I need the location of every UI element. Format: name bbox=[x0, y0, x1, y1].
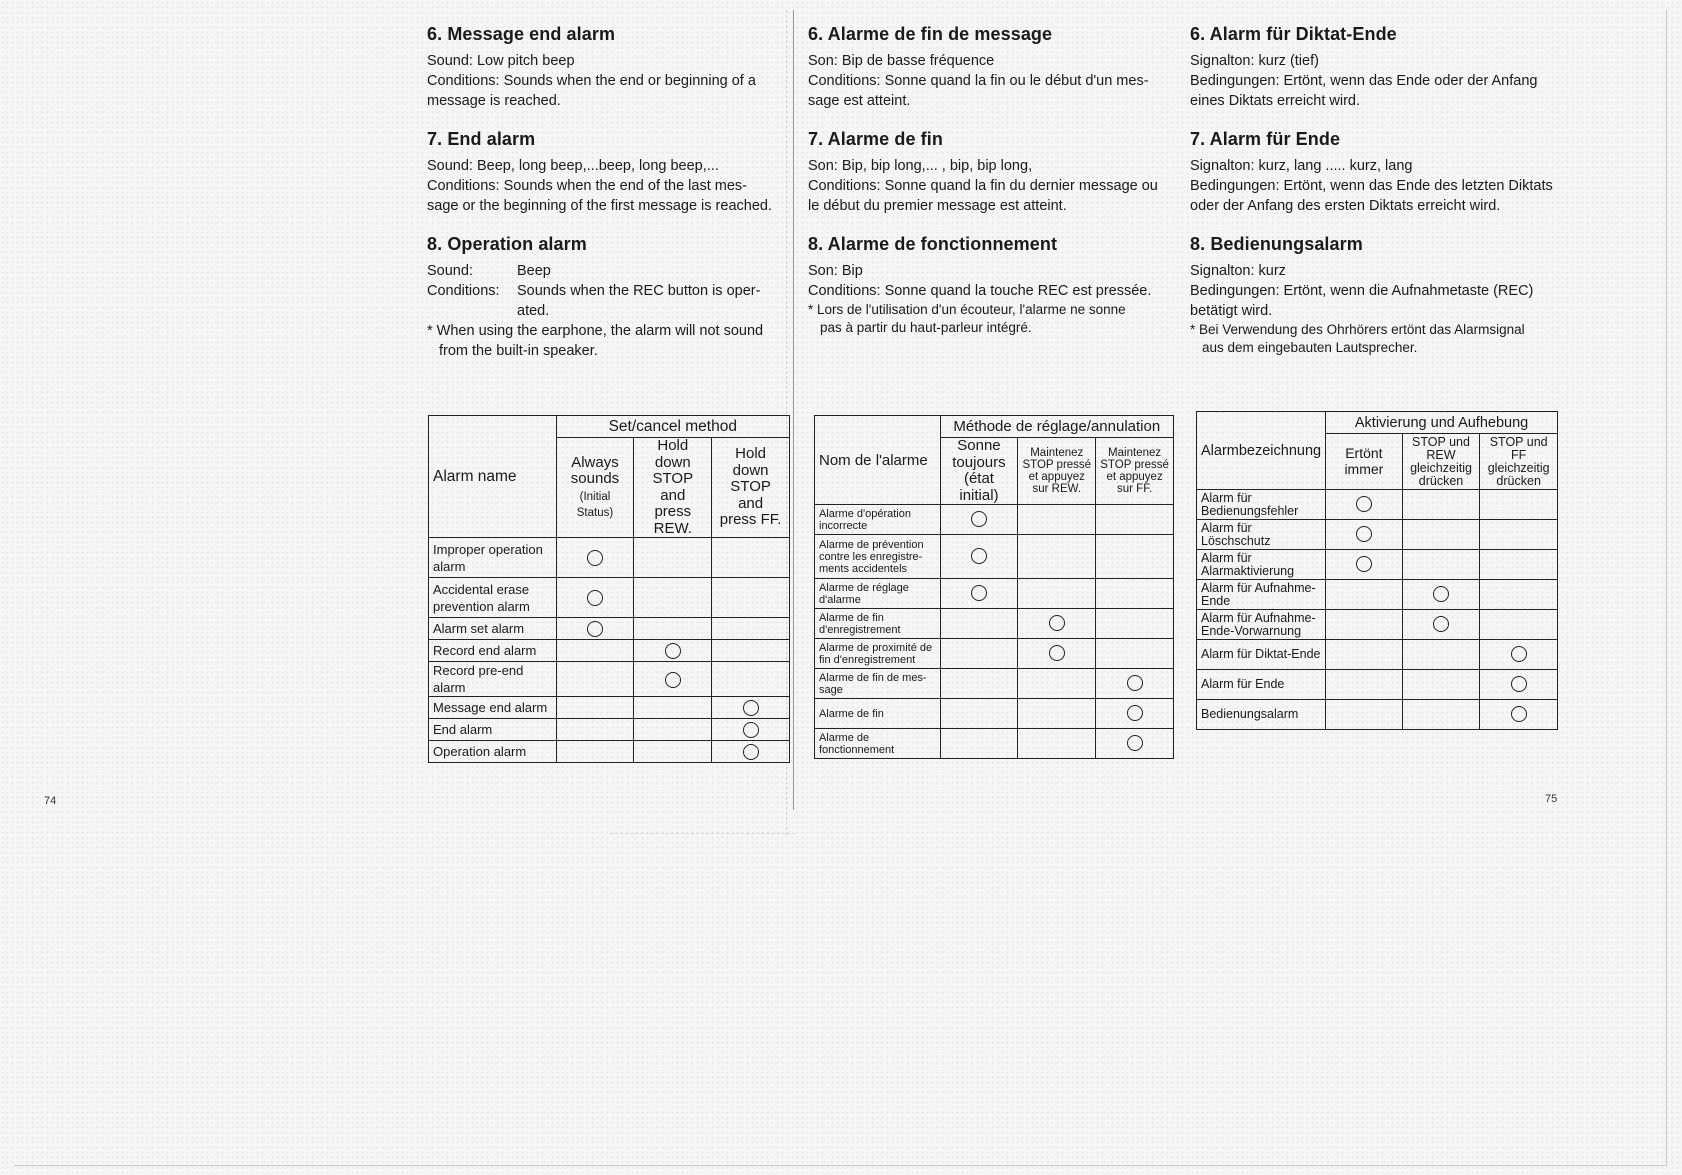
col-header-rew: Maintenez STOP pressé et appuyez sur REW. bbox=[1018, 438, 1096, 505]
table-row bbox=[1197, 550, 1558, 580]
col-header-nom: Nom de l'alarme bbox=[815, 416, 941, 505]
method-cell bbox=[1096, 579, 1174, 609]
section-title: 8. Alarme de fonctionnement bbox=[808, 234, 1058, 254]
col-header-group: Méthode de réglage/annulation bbox=[940, 416, 1173, 438]
alarm-name-cell: Alarm für Löschschutz bbox=[1197, 520, 1326, 550]
col-header-ertoent: Ertönt immer bbox=[1326, 434, 1403, 490]
section-title: 8. Operation alarm bbox=[427, 234, 587, 254]
circle-mark-icon bbox=[971, 511, 987, 527]
method-cell bbox=[1096, 609, 1174, 639]
alarm-name-cell: Alarm für Aufnahme-Ende-Vorwarnung bbox=[1197, 610, 1326, 640]
table-row bbox=[429, 578, 790, 618]
alarm-name-cell: Message end alarm bbox=[429, 697, 557, 719]
alarm-name-cell: Alarm set alarm bbox=[429, 618, 557, 640]
method-cell bbox=[1018, 699, 1096, 729]
circle-mark-icon bbox=[1511, 676, 1527, 692]
col-header-always: Always sounds (Initial Status) bbox=[556, 438, 634, 538]
method-cell bbox=[634, 697, 712, 719]
method-cell bbox=[940, 579, 1018, 609]
note-line: * When using the earphone, the alarm will not sound bbox=[427, 323, 764, 339]
text-line: message is reached. bbox=[427, 93, 561, 109]
method-cell bbox=[1402, 640, 1480, 670]
text-line: Sound: Beep, long beep,...beep, long beep,... bbox=[427, 158, 719, 174]
text-line: sage or the beginning of the first message is reached. bbox=[427, 198, 772, 214]
method-cell bbox=[712, 578, 790, 618]
text-line: sage est atteint. bbox=[808, 93, 911, 109]
col-header-ff: STOP und FF gleichzeitig drücken bbox=[1480, 434, 1558, 490]
table-row bbox=[429, 697, 790, 719]
method-cell bbox=[1096, 729, 1174, 759]
section-title: 7. Alarme de fin bbox=[808, 129, 943, 149]
method-cell bbox=[940, 505, 1018, 535]
circle-mark-icon bbox=[1356, 526, 1372, 542]
table-row bbox=[815, 699, 1174, 729]
text-line: Signalton: kurz (tief) bbox=[1190, 53, 1319, 69]
alarm-name-cell: Record end alarm bbox=[429, 640, 557, 662]
method-cell bbox=[712, 719, 790, 741]
table-row bbox=[1197, 610, 1558, 640]
col-header-ff: Hold down STOP and press FF. bbox=[712, 438, 790, 538]
ohrhoerer-note bbox=[1190, 321, 1560, 357]
table-row bbox=[815, 579, 1174, 609]
conditions-label: Conditions: bbox=[427, 283, 500, 299]
alarm-name-cell: Alarme de fonctionnement bbox=[815, 729, 941, 759]
alarm-name-cell: Alarme de proximité de fin d'enregistrement bbox=[815, 639, 941, 669]
col-header-rew: Hold down STOP and press REW. bbox=[634, 438, 712, 538]
section-message-end-alarm bbox=[427, 24, 793, 111]
section-end-alarm bbox=[427, 129, 793, 216]
earphone-note bbox=[427, 321, 793, 361]
conditions-value bbox=[517, 281, 760, 321]
circle-mark-icon bbox=[1356, 556, 1372, 572]
alarm-name-cell: Improper operation alarm bbox=[429, 538, 557, 578]
text-line: Bedingungen: Ertönt, wenn das Ende des letzten Diktats bbox=[1190, 178, 1553, 194]
text-line: oder der Anfang des ersten Diktats erreicht wird. bbox=[1190, 198, 1501, 214]
circle-mark-icon bbox=[1049, 615, 1065, 631]
text-line: Bedingungen: Ertönt, wenn die Aufnahmetaste (REC) bbox=[1190, 283, 1534, 299]
alarm-name-cell: Alarm für Bedienungsfehler bbox=[1197, 490, 1326, 520]
section-operation-alarm bbox=[427, 234, 793, 361]
method-cell bbox=[1402, 670, 1480, 700]
method-cell bbox=[634, 719, 712, 741]
text-line: betätigt wird. bbox=[1190, 303, 1273, 319]
french-column bbox=[808, 24, 1176, 355]
method-cell bbox=[1326, 550, 1403, 580]
method-cell bbox=[940, 535, 1018, 579]
method-cell bbox=[1018, 669, 1096, 699]
note-line: * Lors de l'utilisation d'un écouteur, l'alarme ne sonne bbox=[808, 302, 1126, 317]
section-title: 8. Bedienungsalarm bbox=[1190, 234, 1363, 254]
method-cell bbox=[712, 741, 790, 763]
method-cell bbox=[1096, 699, 1174, 729]
text-line: Conditions: Sonne quand la fin ou le début d'un mes- bbox=[808, 73, 1149, 89]
method-cell bbox=[940, 669, 1018, 699]
sound-label: Sound: bbox=[427, 263, 473, 279]
method-cell bbox=[1402, 580, 1480, 610]
method-cell bbox=[1096, 535, 1174, 579]
circle-mark-icon bbox=[587, 590, 603, 606]
method-cell bbox=[634, 538, 712, 578]
alarm-name-cell: Alarme de prévention contre les enregistre-ments accidentels bbox=[815, 535, 941, 579]
circle-mark-icon bbox=[1511, 646, 1527, 662]
alarm-name-cell: Bedienungsalarm bbox=[1197, 700, 1326, 730]
method-cell bbox=[1326, 610, 1403, 640]
table-row bbox=[1197, 640, 1558, 670]
text-line: eines Diktats erreicht wird. bbox=[1190, 93, 1361, 109]
ecouteur-note bbox=[808, 301, 1176, 337]
page-number-left: 74 bbox=[44, 795, 57, 807]
table-row bbox=[815, 609, 1174, 639]
german-column bbox=[1190, 24, 1560, 375]
method-cell bbox=[1326, 490, 1403, 520]
col-header-alarm-name: Alarm name bbox=[429, 416, 557, 538]
table-row bbox=[429, 719, 790, 741]
col-header-rew: STOP und REW gleichzeitig drücken bbox=[1402, 434, 1480, 490]
table-row bbox=[1197, 520, 1558, 550]
circle-mark-icon bbox=[587, 621, 603, 637]
col-header-sonne: Sonne toujours (état initial) bbox=[940, 438, 1018, 505]
method-cell bbox=[712, 697, 790, 719]
text-line: Conditions: Sounds when the end or beginning of a bbox=[427, 73, 756, 89]
method-cell bbox=[1480, 640, 1558, 670]
method-cell bbox=[1018, 535, 1096, 579]
table-row bbox=[429, 538, 790, 578]
note-line: pas à partir du haut-parleur intégré. bbox=[820, 320, 1032, 335]
section-alarme-fonctionnement bbox=[808, 234, 1176, 337]
note-line: aus dem eingebauten Lautsprecher. bbox=[1202, 340, 1418, 355]
section-bedienungsalarm bbox=[1190, 234, 1560, 357]
method-cell bbox=[556, 640, 634, 662]
circle-mark-icon bbox=[743, 700, 759, 716]
text-line: Son: Bip, bip long,... , bip, bip long, bbox=[808, 158, 1033, 174]
table-row bbox=[1197, 580, 1558, 610]
table-row bbox=[1197, 670, 1558, 700]
english-column bbox=[427, 24, 793, 379]
alarm-table-french bbox=[814, 415, 1174, 759]
method-cell bbox=[1480, 550, 1558, 580]
table-row bbox=[1197, 700, 1558, 730]
circle-mark-icon bbox=[971, 585, 987, 601]
method-cell bbox=[712, 662, 790, 697]
table-row bbox=[429, 618, 790, 640]
circle-mark-icon bbox=[743, 722, 759, 738]
method-cell bbox=[712, 640, 790, 662]
method-cell bbox=[1326, 670, 1403, 700]
circle-mark-icon bbox=[1127, 735, 1143, 751]
circle-mark-icon bbox=[1433, 586, 1449, 602]
alarm-table-english bbox=[428, 415, 790, 763]
circle-mark-icon bbox=[743, 744, 759, 760]
text-line: Sound: Low pitch beep bbox=[427, 53, 575, 69]
circle-mark-icon bbox=[587, 550, 603, 566]
method-cell bbox=[1326, 520, 1403, 550]
alarm-name-cell: End alarm bbox=[429, 719, 557, 741]
method-cell bbox=[1096, 639, 1174, 669]
conditions-line: Sounds when the REC button is oper- bbox=[517, 283, 761, 299]
alarm-name-cell: Alarm für Diktat-Ende bbox=[1197, 640, 1326, 670]
method-cell bbox=[1402, 700, 1480, 730]
method-cell bbox=[556, 719, 634, 741]
text-line: Son: Bip de basse fréquence bbox=[808, 53, 995, 69]
section-title: 7. Alarm für Ende bbox=[1190, 129, 1341, 149]
method-cell bbox=[1480, 580, 1558, 610]
method-cell bbox=[1018, 729, 1096, 759]
method-cell bbox=[940, 609, 1018, 639]
method-cell bbox=[712, 538, 790, 578]
conditions-row bbox=[427, 281, 793, 321]
method-cell bbox=[556, 538, 634, 578]
col-header-ff: Maintenez STOP pressé et appuyez sur FF. bbox=[1096, 438, 1174, 505]
circle-mark-icon bbox=[1127, 705, 1143, 721]
method-cell bbox=[556, 578, 634, 618]
text-line: Signalton: kurz bbox=[1190, 263, 1286, 279]
col-header-group: Set/cancel method bbox=[556, 416, 789, 438]
method-cell bbox=[1018, 609, 1096, 639]
method-cell bbox=[556, 618, 634, 640]
note-line: * Bei Verwendung des Ohrhörers ertönt das Alarmsignal bbox=[1190, 322, 1525, 337]
method-cell bbox=[634, 662, 712, 697]
sound-value: Beep bbox=[517, 263, 551, 279]
method-cell bbox=[940, 729, 1018, 759]
method-cell bbox=[1326, 700, 1403, 730]
page-number-right: 75 bbox=[1545, 793, 1558, 805]
section-title: 6. Alarm für Diktat-Ende bbox=[1190, 24, 1397, 44]
method-cell bbox=[1402, 520, 1480, 550]
method-cell bbox=[1402, 550, 1480, 580]
method-cell bbox=[1480, 520, 1558, 550]
method-cell bbox=[1480, 700, 1558, 730]
circle-mark-icon bbox=[1356, 496, 1372, 512]
method-cell bbox=[1326, 580, 1403, 610]
alarm-name-cell: Alarme de fin de mes-sage bbox=[815, 669, 941, 699]
table-row bbox=[815, 669, 1174, 699]
alarm-name-cell: Accidental erase prevention alarm bbox=[429, 578, 557, 618]
section-title: 6. Alarme de fin de message bbox=[808, 24, 1053, 44]
method-cell bbox=[1096, 669, 1174, 699]
table-row bbox=[815, 729, 1174, 759]
table-row bbox=[815, 639, 1174, 669]
circle-mark-icon bbox=[971, 548, 987, 564]
page-fold-edge bbox=[610, 833, 795, 834]
alarm-name-cell: Alarm für Ende bbox=[1197, 670, 1326, 700]
page-fold bbox=[793, 10, 794, 810]
alarm-name-cell: Alarm für Aufnahme-Ende bbox=[1197, 580, 1326, 610]
circle-mark-icon bbox=[665, 643, 681, 659]
method-cell bbox=[634, 640, 712, 662]
section-alarme-fin bbox=[808, 129, 1176, 216]
method-cell bbox=[940, 639, 1018, 669]
table-row bbox=[429, 640, 790, 662]
section-title: 6. Message end alarm bbox=[427, 24, 616, 44]
method-cell bbox=[1018, 639, 1096, 669]
circle-mark-icon bbox=[1433, 616, 1449, 632]
text-line: Conditions: Sonne quand la touche REC est pressée. bbox=[808, 283, 1152, 299]
conditions-line: ated. bbox=[517, 303, 550, 319]
method-cell bbox=[1096, 505, 1174, 535]
circle-mark-icon bbox=[1511, 706, 1527, 722]
text-line: Bedingungen: Ertönt, wenn das Ende oder der Anfang bbox=[1190, 73, 1538, 89]
text-line: Conditions: Sonne quand la fin du dernier message ou bbox=[808, 178, 1158, 194]
method-cell bbox=[556, 741, 634, 763]
method-cell bbox=[634, 578, 712, 618]
method-cell bbox=[556, 662, 634, 697]
alarm-name-cell: Alarme de fin bbox=[815, 699, 941, 729]
col-header-group: Aktivierung und Aufhebung bbox=[1326, 412, 1558, 434]
method-cell bbox=[1480, 670, 1558, 700]
circle-mark-icon bbox=[1127, 675, 1143, 691]
section-alarme-fin-message bbox=[808, 24, 1176, 111]
text-line: Son: Bip bbox=[808, 263, 863, 279]
method-cell bbox=[1480, 490, 1558, 520]
method-cell bbox=[940, 699, 1018, 729]
method-cell bbox=[1402, 490, 1480, 520]
table-row bbox=[1197, 490, 1558, 520]
text-line: Signalton: kurz, lang ..... kurz, lang bbox=[1190, 158, 1413, 174]
method-cell bbox=[556, 697, 634, 719]
circle-mark-icon bbox=[665, 672, 681, 688]
note-line: from the built-in speaker. bbox=[439, 343, 598, 359]
alarm-table-german bbox=[1196, 411, 1558, 730]
method-cell bbox=[634, 618, 712, 640]
circle-mark-icon bbox=[1049, 645, 1065, 661]
method-cell bbox=[634, 741, 712, 763]
table-row bbox=[815, 535, 1174, 579]
col-header-alarmbezeichnung: Alarmbezeichnung bbox=[1197, 412, 1326, 490]
method-cell bbox=[1018, 505, 1096, 535]
method-cell bbox=[712, 618, 790, 640]
section-alarm-diktat-ende bbox=[1190, 24, 1560, 111]
alarm-name-cell: Alarme de réglage d'alarme bbox=[815, 579, 941, 609]
section-alarm-ende bbox=[1190, 129, 1560, 216]
alarm-name-cell: Alarm für Alarmaktivierung bbox=[1197, 550, 1326, 580]
table-row bbox=[815, 505, 1174, 535]
sound-row bbox=[427, 261, 793, 281]
alarm-name-cell: Alarme d'opération incorrecte bbox=[815, 505, 941, 535]
text-line: Conditions: Sounds when the end of the last mes- bbox=[427, 178, 747, 194]
text-line: le début du premier message est atteint. bbox=[808, 198, 1067, 214]
method-cell bbox=[1018, 579, 1096, 609]
method-cell bbox=[1402, 610, 1480, 640]
alarm-name-cell: Operation alarm bbox=[429, 741, 557, 763]
table-row bbox=[429, 741, 790, 763]
method-cell bbox=[1326, 640, 1403, 670]
alarm-name-cell: Record pre-end alarm bbox=[429, 662, 557, 697]
alarm-name-cell: Alarme de fin d'enregistrement bbox=[815, 609, 941, 639]
table-row bbox=[429, 662, 790, 697]
section-title: 7. End alarm bbox=[427, 129, 536, 149]
method-cell bbox=[1480, 610, 1558, 640]
